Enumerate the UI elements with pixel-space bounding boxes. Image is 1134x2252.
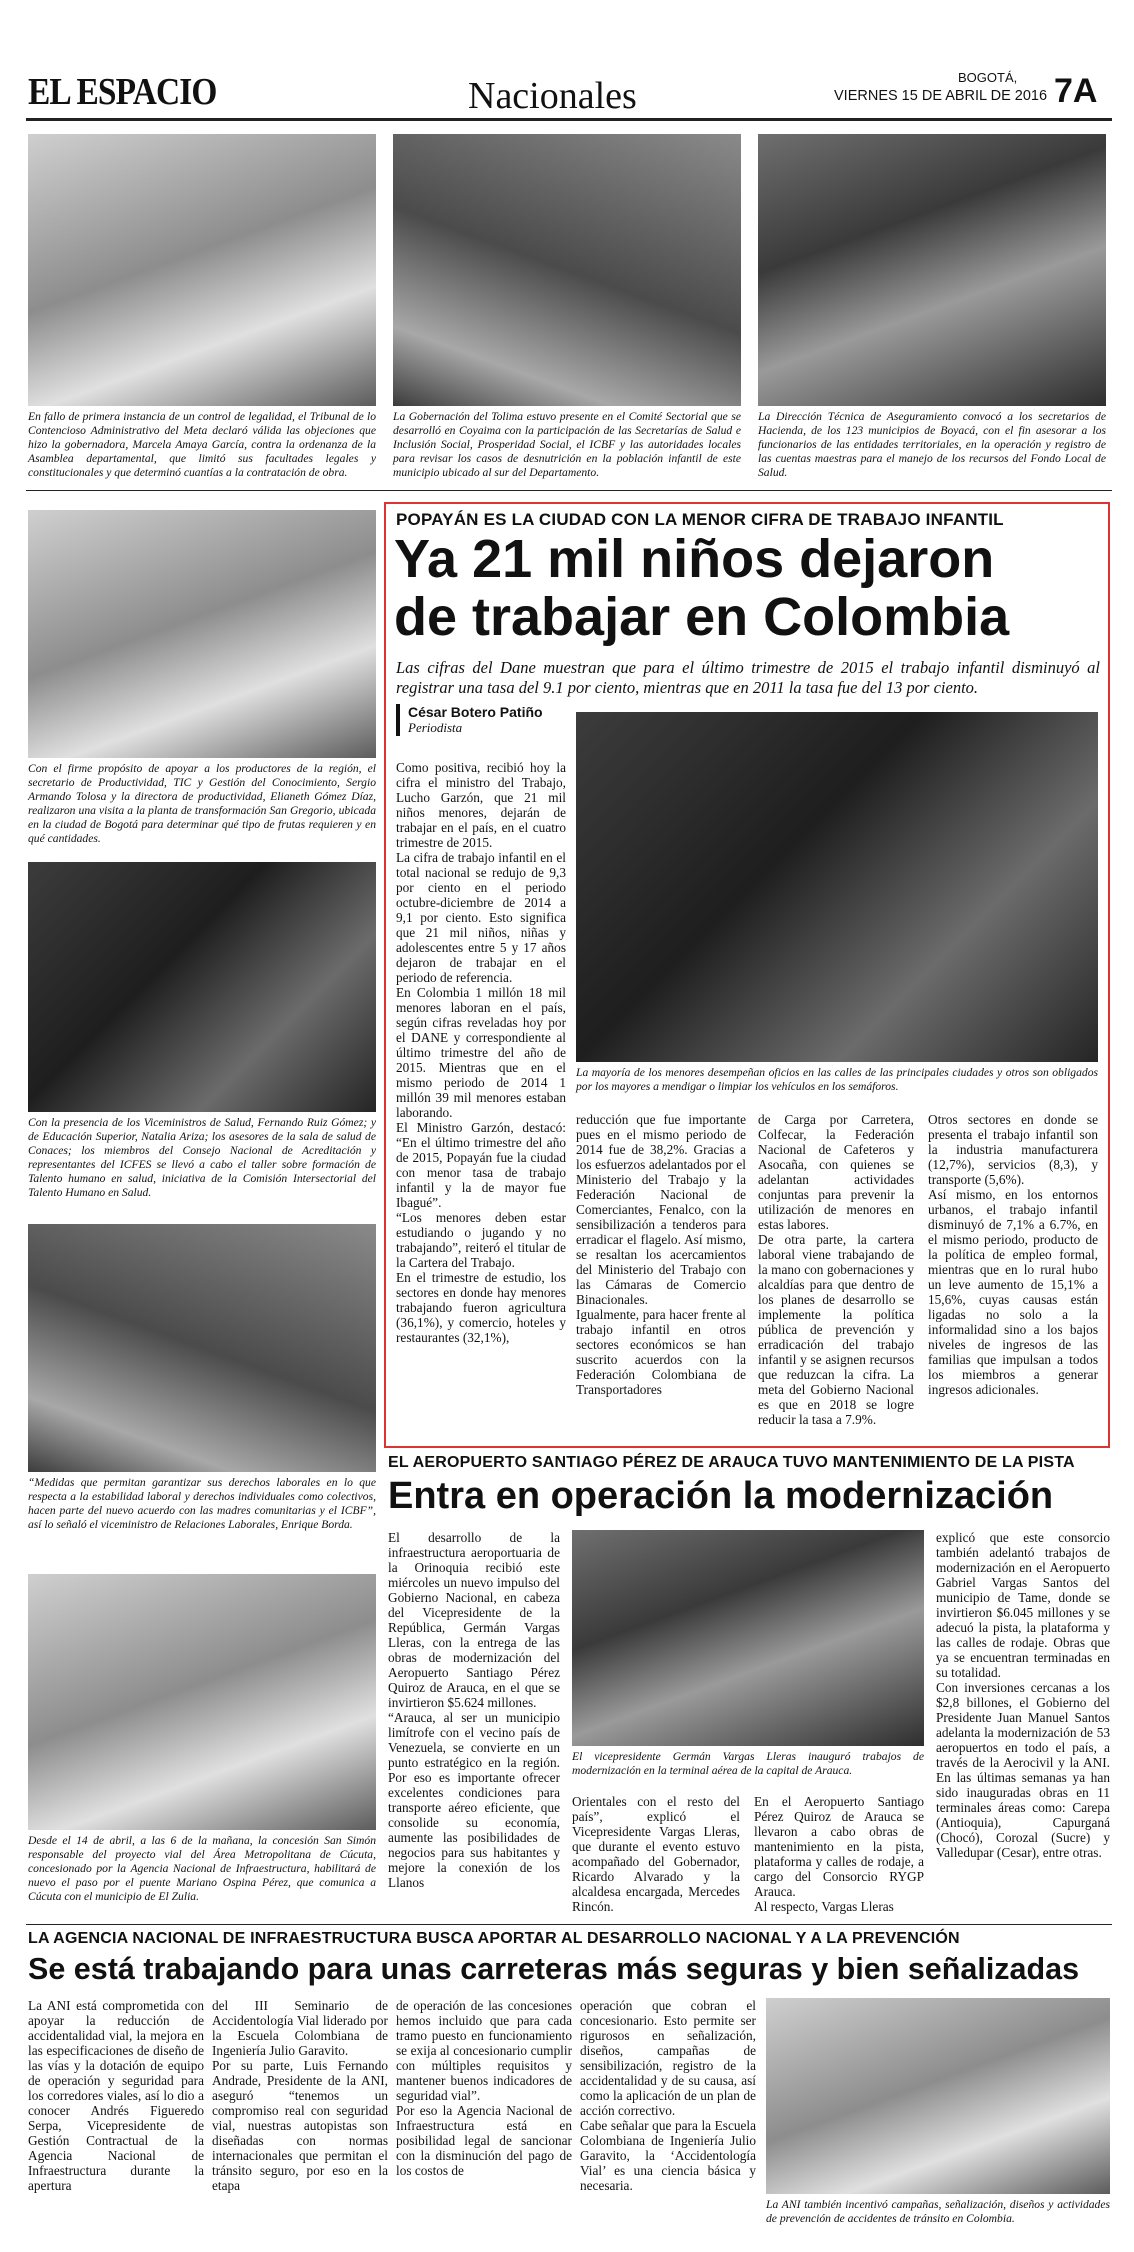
caption-gobernacion-tolima: La Gobernación del Tolima estuvo presente en el Comité Sectorial que se desarrolló en Coyaima con la participación de las Secretarías de Salud e Inclusión Social, Prosperidad Social, el ICBF y las autoridades locales para revisar los casos de desnutrición en la población infantil de este municipio ubicado al sur del Departamento. — [393, 410, 741, 479]
story1-col1: Como positiva, recibió hoy la cifra el ministro del Trabajo, Lucho Garzón, que 21 mil niños menores, dejarán de trabajar en el país, en el cuatro trimestre de 2015. La cifra de trabajo infantil en el total nacional se redujo de 9,3 por ciento en el periodo octubre-diciembre de 2014 a 9,1 por ciento. Esto significa que 21 mil niños, niñas y adolescentes entre 5 y 17 años dejaron de trabajar en el periodo de referencia. En Colombia 1 millón 18 mil menores laboran en el país, según cifras reveladas hoy por el DANE y correspondiente al último trimestre del año de 2015. Mientras que en el mismo periodo de 2014 1 millón 39 mil menores estaban laborando. El Ministro Garzón, destacó: “En el último trimestre del año de 2015, Popayán fue la ciudad con menor tasa de trabajo infantil y la de mayor fue Ibagué”. “Los menores deben estar estudiando o jugando y no trabajando”, reiteró el titular de la Cartera del Trabajo. En el trimestre de estudio, los sectores en donde hay menores trabajando fueron agricultura (36,1%), y comercio, hoteles y restaurantes (32,1%), — [396, 760, 566, 1345]
story1-headline-line2: de trabajar en Colombia — [394, 587, 1010, 647]
photo-aseguramiento-boyaca — [758, 134, 1106, 406]
story1-col3: de Carga por Carretera, Colfecar, la Federación Nacional de Cafeteros y Asocaña, con quienes se adelantan actividades conjuntas para prevenir la utilización de menores en estas labores. De otra parte, la cartera laboral viene trabajando de la mano con gobernaciones y alcaldías para que dentro de los planes de desarrollo se implemente la política pública de prevención y erradicación del trabajo infantil y se asignen recursos que reduzcan la cifra. La meta del Gobierno Nacional es que en 2018 se logre reducir la tasa a 7.9%. — [758, 1112, 914, 1427]
photo-carretera — [766, 1998, 1110, 2194]
caption-productividad: Con el firme propósito de apoyar a los productores de la región, el secretario de Productividad, TIC y Gestión del Conocimiento, Sergio Armando Tolosa y la directora de productividad, Elianeth Gómez Díaz, realizaron una visita a la planta de transformación San Gregorio, ubicada en la ciudad de Bogotá para determinar qué tipo de frutas requieren y en qué cantidades. — [28, 762, 376, 845]
paper-name: EL ESPACIO — [28, 71, 217, 113]
story2-col1: El desarrollo de la infraestructura aeroportuaria de la Orinoquia recibió este miércoles un nuevo impulso del Gobierno Nacional, en cabeza del Vicepresidente de la República, Germán Vargas Lleras, con la entrega de las obras de modernización del Aeropuerto Santiago Pérez Quiroz de Arauca, en el que se invirtieron $5.624 millones. “Arauca, al ser un municipio limítrofe con el vecino país de Venezuela, se convierte en un punto estratégico en la región. Por eso es importante ofrecer excelentes condiciones para transporte aéreo eficiente, que consolide su economía, aumente las posibilidades de negocios para sus habitantes y mejore la conexión de los Llanos — [388, 1530, 560, 1890]
story2-col3: En el Aeropuerto Santiago Pérez Quiroz de Arauca se llevaron a cabo obras de mantenimiento en la pista, plataforma y calles de rodaje, a cargo del Consorcio RYGP Arauca. Al respecto, Vargas Lleras — [754, 1794, 924, 1914]
story2-rule — [26, 1924, 1112, 1925]
top-row-rule — [26, 490, 1112, 491]
story2-kicker: EL AEROPUERTO SANTIAGO PÉREZ DE ARAUCA TUVO MANTENIMIENTO DE LA PISTA — [388, 1454, 1075, 1471]
caption-madres-comunitarias: “Medidas que permitan garantizar sus derechos laborales en lo que respecta a la estabilidad laboral y derechos individuales como colectivos, hacen parte del nuevo acuerdo con las madres comunitarias y el ICBF”, así lo señaló el viceministro de Relaciones Laborales, Enrique Borda. — [28, 1476, 376, 1531]
story1-col4: Otros sectores en donde se presenta el trabajo infantil son la industria manufacturera (12,7%), servicios (8,3), y transporte (5,6%). Así mismo, en los entornos urbanos, el trabajo infantil disminuyó de 7,1% a 6.7%, en el mismo periodo, producto de la política de empleo formal, mientras que en lo rural hubo un leve aumento de 15,1% a 15,6%, cuyas causas están ligadas no solo a la informalidad sino a los bajos niveles de ingresos de las familias que impulsan a todos los miembros a generar ingresos adicionales. — [928, 1112, 1098, 1397]
story3-headline: Se está trabajando para unas carreteras más seguras y bien señalizadas — [28, 1952, 1080, 1986]
story-trabajo-infantil — [384, 502, 1110, 1448]
story3-kicker: LA AGENCIA NACIONAL DE INFRAESTRUCTURA BUSCA APORTAR AL DESARROLLO NACIONAL Y A LA PREVENCIÓN — [28, 1930, 960, 1947]
story3-col3: de operación de las concesiones hemos incluido que para cada tramo puesto en funcionamiento se exija al concesionario cumplir con múltiples requisitos y mantener buenos indicadores de seguridad vial”. Por eso la Agencia Nacional de Infraestructura está en posibilidad legal de sancionar con la disminución del pago de los costos de — [396, 1998, 572, 2178]
story1-col2: reducción que fue importante pues en el mismo periodo de 2014 fue de 38,2%. Gracias a los esfuerzos adelantados por el Ministerio del Trabajo y la Federación Nacional de Comerciantes, Fenalco, con la sensibilización a tenderos para erradicar el flagelo. Así mismo, se resaltan los acercamientos del Ministerio del Trabajo con las Cámaras de Comercio Binacionales. Igualmente, para hacer frente al trabajo infantil en otros sectores económicos se han suscrito acuerdos con la Federación Colombiana de Transportadores — [576, 1112, 746, 1397]
story2-col2: Orientales con el resto del país”, explicó el Vicepresidente Vargas Lleras, que durante el evento estuvo acompañado del Gobernador, Ricardo Alvarado y la alcaldesa encargada, Mercedes Rincón. — [572, 1794, 740, 1914]
photo-madres-comunitarias — [28, 1224, 376, 1472]
photo-tribunal-meta — [28, 134, 376, 406]
story3-col4: operación que cobran el concesionario. Esto permite ser rigurosos en señalización, diseños, campañas de sensibilización, registro de la accidentalidad y de su causa, así como la aplicación de un plan de acción correctivo. Cabe señalar que para la Escuela Colombiana de Ingeniería Julio Garavito, la ‘Accidentología Vial’ es una ciencia básica y necesaria. — [580, 1998, 756, 2193]
masthead-rule — [26, 118, 1112, 121]
caption-viceministros-salud: Con la presencia de los Viceministros de Salud, Fernando Ruiz Gómez; y de Educación Superior, Natalia Ariza; los asesores de la sala de salud de Conaces; los miembros del Consejo Nacional de Acreditación y representantes del ICFES se llevó a cabo el taller sobre formación de Talento humano en salud, iniciativa de la Comisión Intersectorial del Talento Humano en Salud. — [28, 1116, 376, 1199]
story1-byline — [396, 704, 566, 736]
page-number: 7A — [1054, 72, 1098, 110]
story2-col4: explicó que este consorcio también adelantó trabajos de modernización en el Aeropuerto Gabriel Vargas Santos del municipio de Tame, donde se invirtieron $6.045 millones y se adecuó la pista, la plataforma y las calles de rodaje. Obras que ya se encuentran terminadas en su totalidad. Con inversiones cercanas a los $2,8 billones, el Gobierno del Presidente Juan Manuel Santos adelanta la modernización de 53 aeropuertos en todo el país, a través de la Aerocivil y la ANI. En las últimas semanas ya han sido inauguradas obras en 11 terminales áreas como: Carepa (Antioquia), Capurganá (Chocó), Corozal (Sucre) y Valledupar (Cesar), entre otras. — [936, 1530, 1110, 1860]
story3-col1: La ANI está comprometida con apoyar la reducción de accidentalidad vial, la mejora en las especificaciones de diseño de las vías y la dotación de equipo de operación y seguridad para los corredores viales, así lo dio a conocer Andrés Figueredo Serpa, Vicepresidente de Gestión Contractual de la Agencia Nacional de Infraestructura durante la apertura — [28, 1998, 204, 2193]
story1-kicker: POPAYÁN ES LA CIUDAD CON LA MENOR CIFRA DE TRABAJO INFANTIL — [396, 510, 1004, 529]
photo-nino-trabajando — [576, 712, 1098, 1062]
caption-tribunal-meta: En fallo de primera instancia de un control de legalidad, el Tribunal de lo Contencioso Administrativo del Meta declaró válida las objeciones que hizo la gobernadora, Marcela Amaya García, contra la ordenanza de la Asamblea departamental, que limitó sus facultades legales y constitucionales y que determinó cuantías a la contratación de obra. — [28, 410, 376, 479]
story3-photo-caption: La ANI también incentivó campañas, señalización, diseños y actividades de prevención de accidentes de tránsito en Colombia. — [766, 2198, 1110, 2225]
story3-col2: del III Seminario de Accidentología Vial liderado por la Escuela Colombiana de Ingeniería Julio Garavito. Por su parte, Luis Fernando Andrade, Presidente de la ANI, aseguró “tenemos un compromiso real con seguridad vial, nuestras autopistas son diseñadas con normas internacionales que permitan el tránsito seguro, por eso en la etapa — [212, 1998, 388, 2193]
photo-productividad — [28, 510, 376, 758]
photo-gobernacion-tolima — [393, 134, 741, 406]
section-name: Nacionales — [468, 75, 637, 117]
caption-puente-cucuta: Desde el 14 de abril, a las 6 de la mañana, la concesión San Simón responsable del proyecto vial del Área Metropolitana de Cúcuta, concesionado por la Agencia Nacional de Infraestructura, habilitará de nuevo el paso por el puente Mariano Ospina Pérez, que comunica a Cúcuta con el municipio de El Zulia. — [28, 1834, 376, 1903]
photo-viceministros-salud — [28, 862, 376, 1112]
photo-puente-cucuta — [28, 1574, 376, 1830]
photo-vargas-lleras — [572, 1530, 924, 1746]
story1-headline-line1: Ya 21 mil niños dejaron — [394, 529, 995, 589]
masthead — [28, 70, 1110, 122]
story1-author: César Botero Patiño — [408, 704, 543, 720]
dateline-date: VIERNES 15 DE ABRIL DE 2016 — [834, 88, 1048, 104]
dateline-city: BOGOTÁ, — [958, 70, 1018, 85]
story1-photo-caption: La mayoría de los menores desempeñan oficios en las calles de las principales ciudades y otros son obligados por los mayores a mendigar o limpiar los vehículos en los semáforos. — [576, 1066, 1098, 1093]
caption-aseguramiento-boyaca: La Dirección Técnica de Aseguramiento convocó a los secretarios de Hacienda, de los 123 municipios de Boyacá, con el fin asesorar a los funcionarios de las entidades territoriales, en la operación y registro de las cuentas maestras para el manejo de los recursos del Fondo Local de Salud. — [758, 410, 1106, 479]
story2-photo-caption: El vicepresidente Germán Vargas Lleras inauguró trabajos de modernización en la terminal aérea de la capital de Arauca. — [572, 1750, 924, 1777]
story1-author-role: Periodista — [408, 720, 463, 735]
story2-headline: Entra en operación la modernización — [388, 1475, 1054, 1517]
story1-lead: Las cifras del Dane muestran que para el último trimestre de 2015 el trabajo infantil disminuyó al registrar una tasa del 9.1 por ciento, mientras que en 2011 la tasa fue del 13 por ciento. — [396, 658, 1100, 697]
